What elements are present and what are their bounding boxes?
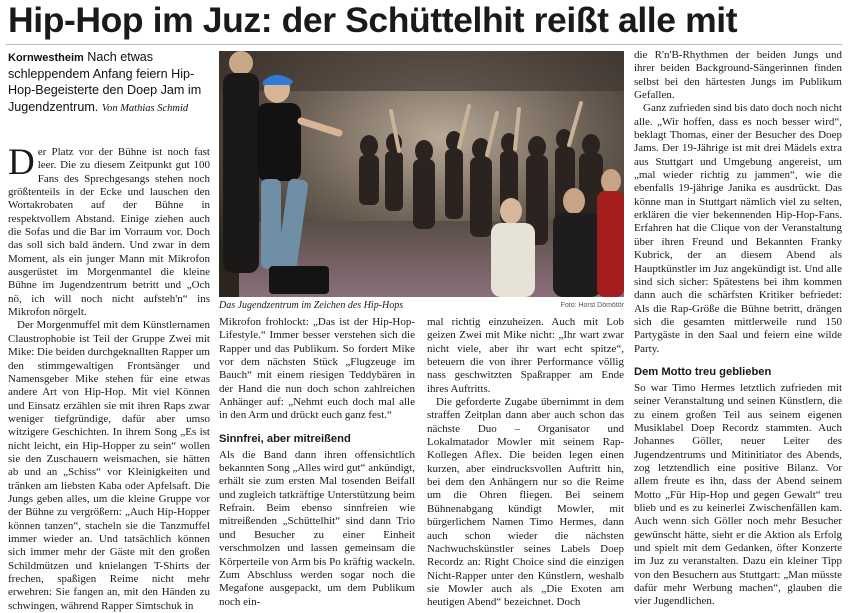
- paragraph: Die geforderte Zugabe übernimmt in dem straffen Zeitplan dann aber auch schon das nächste Duo – Organisator und Lokalmatador Mowler mit seinem Rap-Kollegen Aflex. Die beiden legen einen kurzen, aber eindrucksvollen Auftritt hin, bei dem den Anhängern nur so die Reime um die Ohren fliegen. Bei seinem Bühnenabgang kündigt Mowler, mit bürgerlichem Namen Timo Hermes, dann auch schon wieder die nächsten Nachwuchskünstler seines Labels Doep Recordz an: Right Choice sind die einzigen Nicht-Rapper unter den Künstlern, weshalb sie Mowler auch als „Die Exoten am heutigen Abend“ bezeichnet. Doch: [427, 396, 624, 609]
- paragraph: Als die Band dann ihren offensichtlich bekannten Song „Alles wird gut“ ankündigt, erhält sie zum ersten Mal tosenden Beifall und zugleich tatkräftige Unterstützung beim Refrain. Beim ebenso sinnfreien wie mitreißenden „Schüttelhit“ sind dann Trio und Besucher zu einer Einheit verschmolzen und lassen gemeinsam die Körperteile von Arm bis Po kräftig wackeln. Zum Abschluss werden sogar noch die Megafone ausgepackt, um dem Publikum noch ein-: [219, 448, 415, 608]
- column-2: [219, 316, 415, 609]
- subhead: Dem Motto treu geblieben: [634, 365, 772, 378]
- dek: [8, 49, 210, 117]
- caption-text: Das Jugendzentrum im Zeichen des Hip-Hops: [219, 300, 404, 311]
- subhead: Sinnfrei, aber mitreißend: [219, 432, 351, 445]
- headline: Hip-Hop im Juz: der Schüttelhit reißt alle mit: [8, 0, 738, 40]
- drop-cap: D: [8, 142, 35, 183]
- column-1: [8, 142, 210, 613]
- paragraph: So war Timo Hermes letztlich zufrieden mit seiner Veranstaltung und seinen Künstlern, die zu einem großen Teil aus seinem eigenen Musiklabel Doep Recordz stammten. Auch Johannes Göller, neuer Leiter des Jugendzentrums und Mitinitiator des Abends, zog letztendlich eine positive Bilanz. Vor allem freute es ihn, dass der Abend seinem Motto „Für Hip-Hop und gegen Gewalt“ treu blieb und es zu keinerlei Zwischenfällen kam. Auch wenn sich Göller noch mehr Besucher gewünscht hätte, sieht er die Aktion als Erfolg und spielt mit dem Gedanken, öfter Konzerte im Juz zu veranstalten. Dazu ein kleiner Tipp von den Besuchern aus Stuttgart: „Man müsste dafür mehr Werbung machen“, glauben die vier Jugendlichen.: [634, 381, 842, 608]
- paragraph: Der Morgenmuffel mit dem Künstlernamen Claustrophobie ist Teil der Gruppe Zwei mit Mike: Die beiden durchgeknallten Rapper um den stimmgewaltigen Frontsänger und Namensgeber Mike stehen für eine etwas andere Art von Hip-Hop. Mit viel Können und Einsatz erzählen sie mit ihren Raps zwar weniger tiefgründige, dafür aber umso witzigere Geschichten. In ihrem Song „Es ist nicht leicht, ein Hip-Hopper zu sein“ wollen sie den Zuschauern weismachen, sie hätten ab und an „Schiss“ vor Kleinigkeiten und tränken am liebsten Kaba oder Apfelsaft. Die Jungs geben alles, um die kleine Gruppe vor der Bühne zu vergrößern: „Auch Hip-Hopper können tanzen“, stacheln sie die Tanzmuffel immer wieder an. Und tatsächlich können sich immer mehr der Gäste mit den großen Schildmützen und knielangen T-Shirts der frechen, spaßigen Reime nicht mehr erwehren: Sie fangen an, mit den Händen zu schwingen, während Rapper Simtschuk in: [8, 319, 210, 612]
- photo-credit: Foto: Horst Dömötör: [560, 302, 624, 309]
- paragraph: Der Platz vor der Bühne ist noch fast leer. Die zu diesem Zeitpunkt gut 100 Fans des Sprechgesangs stehen noch größtenteils in der Ecke und lauschen den Wortakrobaten auf der Bühne in respektvollem Abstand. Einige ziehen auch die Sofas und die Bar im Vorraum vor. Doch das soll sich bald ändern. Und zwar in dem Moment, als ein junger Mann mit Mikrofon ausgerüstet im Morgenmantel die kleine Bühne im Jugendzentrum betritt und „Och nö, ich will noch nicht aufsteh'n“ ins Mikrofon nörgelt.: [8, 142, 210, 319]
- photo-caption: [219, 299, 624, 313]
- paragraph: Mikrofon frohlockt: „Das ist der Hip-Hop-Lifestyle.“ Immer besser verstehen sich die Rapper und das Publikum. So fordert Mike vor dem nächsten Stück „Flugzeuge im Bauch“ mit einem riesigen Teddybären in der Hand die nun doch schon zahlreichen Anhänger auf: „Nehmt euch doch mal alle in den Arm und drückt euch ganz fest.“: [219, 316, 415, 422]
- paragraph: die R'n'B-Rhythmen der beiden Jungs und ihrer beiden Background-Sängerinnen finden selbst bei den härtesten Jungs im Publikum Gefallen.: [634, 49, 842, 102]
- column-4: [634, 49, 842, 609]
- concert-photo: [219, 51, 624, 297]
- paragraph: Ganz zufrieden sind bis dato doch noch nicht alle. „Wir hoffen, dass es noch besser wird“, beklagt Thomas, einer der Besucher des Doep Jams. Der 19-Jährige ist mit drei Mädels extra aus Stuttgart und Umgebung angereist, um „mal wieder richtig zu jammen“, wie die ebenfalls 19-jährige Janika es ausdrückt. Das könne man in Stuttgart nämlich viel zu selten, erklären die vier bekennenden Hip-Hop-Fans. Erfahren hat die Clique von der Veranstaltung über ihren Freund und Bekannten Franky Kubrick, der an diesem Abend als Hauptkünstler im Juz angekündigt ist. Und alle sind sich sicher: Spätestens bei ihm kommen dann auch die schärfsten Kritiker befriedet: Als die Rap-Größe die Bühne betritt, drängen sich die gesamten mittlerweile rund 150 Partygäste in den Saal und feiern eine wilde Party.: [634, 102, 842, 355]
- headline-rule: [6, 44, 842, 45]
- dek-author: Von Mathias Schmid: [101, 102, 189, 114]
- dek-location: Kornwestheim: [8, 52, 84, 64]
- concert-photo-illustration: [219, 51, 624, 297]
- paragraph: mal richtig einzuheizen. Auch mit Lob geizen Zwei mit Mike nicht: „Ihr wart zwar nicht viele, aber ihr wart echt spitze“, beteuern die von ihrer Performance völlig nass geschwitzten Spaßrapper am Ende ihres Auftritts.: [427, 316, 624, 395]
- column-3: [427, 316, 624, 610]
- dek-text: Nach etwas schleppendem Anfang feiern Hip-Hop-Begeisterte den Doep Jam im Jugendzentrum.: [8, 50, 202, 114]
